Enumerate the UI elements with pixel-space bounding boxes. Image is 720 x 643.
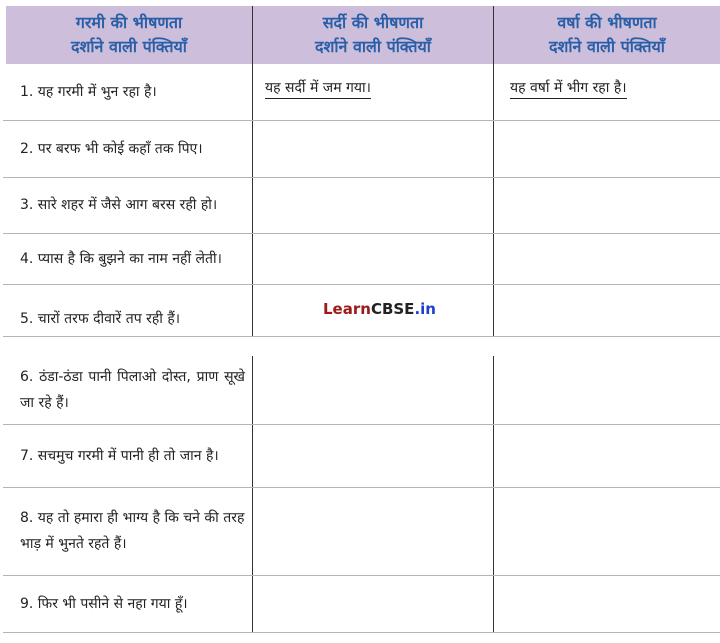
logo-part: CBSE [370,300,415,318]
header-line: दर्शाने वाली पंक्तियाँ [71,37,187,56]
header-cold [253,6,493,64]
header-line: सर्दी की भीषणता [322,13,424,32]
row-divider [3,632,720,633]
table-row: 4. प्यास है कि बुझने का नाम नहीं लेती। [20,250,222,267]
table-row: 2. पर बरफ भी कोई कहाँ तक पिए। [20,140,203,157]
table-row: 5. चारों तरफ दीवारें तप रही हैं। [20,311,181,327]
table-row: 3. सारे शहर में जैसे आग बरस रही हो। [20,197,218,213]
divider [493,6,494,336]
header-line: वर्षा की भीषणता [557,13,657,32]
logo-part: Learn [323,300,371,318]
logo-part: .in [414,300,436,318]
table-row: 6. ठंडा-ठंडा पानी पिलाओ दोस्त, प्राण सूखे जा रहे हैं। [20,369,245,411]
table-row: 7. सचमुच गरमी में पानी ही तो जान है। [20,447,219,464]
header-line: दर्शाने वाली पंक्तियाँ [549,37,665,56]
header-heat [6,6,252,64]
answer-cold: यह सर्दी में जम गया। [265,78,371,99]
watermark-logo [323,300,436,318]
table-row: 1. यह गरमी में भुन रहा है। [20,84,157,100]
divider [252,6,253,336]
table-row: 8. यह तो हमारा ही भाग्य है कि चने की तरह भाड़ में भुनते रहते हैं। [20,510,245,552]
header-line: गरमी की भीषणता [75,13,183,32]
divider [252,356,253,632]
table-row: 9. फिर भी पसीने से नहा गया हूँ। [20,595,188,612]
header-rain [494,6,720,64]
answer-rain: यह वर्षा में भीग रहा है। [510,78,627,99]
divider [493,356,494,632]
header-line: दर्शाने वाली पंक्तियाँ [315,37,431,56]
